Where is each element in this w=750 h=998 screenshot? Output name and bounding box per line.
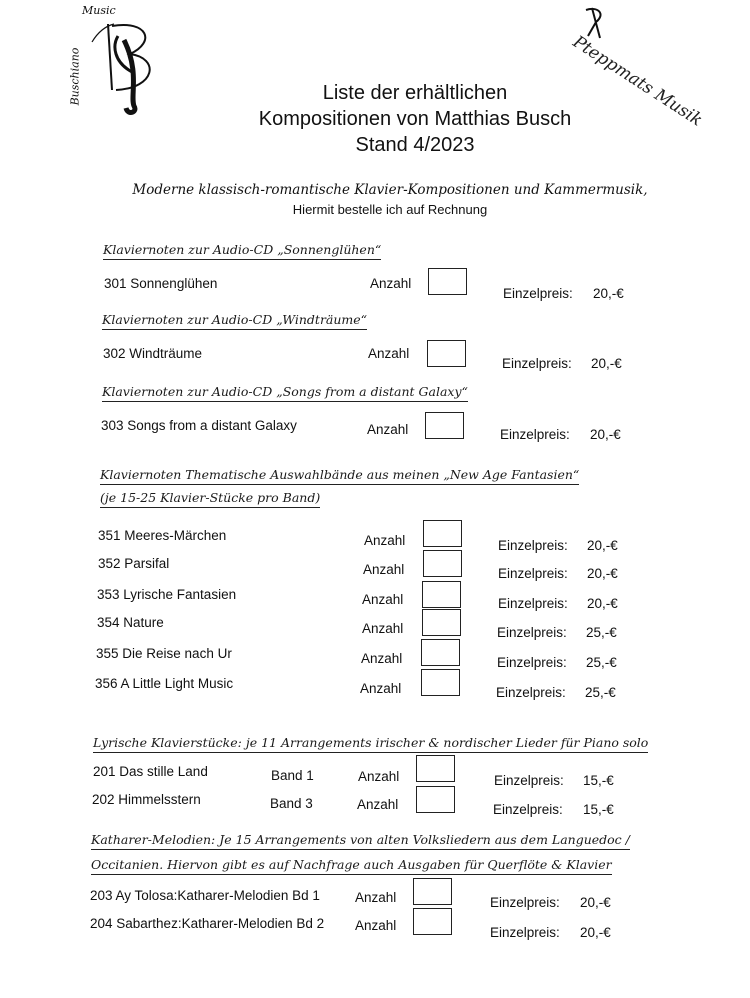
section-heading: Lyrische Klavierstücke: je 11 Arrangements irischer & nordischer Lieder für Piano solo (93, 735, 648, 753)
logo-text-pteppmats: Pteppmats Musik (569, 32, 706, 131)
quantity-label: Anzahl (358, 769, 400, 784)
quantity-input[interactable] (428, 268, 467, 295)
quantity-input[interactable] (422, 609, 461, 636)
section-heading: Klaviernoten Thematische Auswahlbände aus meinen „New Age Fantasien“ (100, 467, 579, 485)
quantity-label: Anzahl (364, 533, 406, 548)
band-label: Band 3 (270, 796, 313, 811)
unit-price-label: Einzelpreis: (490, 895, 560, 910)
item-name: 351 Meeres-Märchen (98, 528, 227, 543)
quantity-input[interactable] (422, 581, 461, 608)
unit-price-label: Einzelpreis: (502, 356, 572, 371)
logo-text-buschiano: Buschiano (68, 47, 82, 106)
item-name: 355 Die Reise nach Ur (96, 646, 232, 661)
quantity-label: Anzahl (355, 890, 397, 905)
page-title (150, 80, 680, 158)
unit-price-label: Einzelpreis: (498, 538, 568, 553)
quantity-input[interactable] (423, 550, 462, 577)
item-name: 356 A Little Light Music (95, 676, 234, 691)
quantity-label: Anzahl (368, 346, 410, 361)
subtitle-printed: Hiermit bestelle ich auf Rechnung (292, 202, 488, 217)
unit-price-label: Einzelpreis: (493, 802, 563, 817)
list-item (0, 528, 750, 552)
unit-price-value: 15,-€ (583, 773, 614, 788)
section-heading-sub: Occitanien. Hiervon gibt es auf Nachfrage auch Ausgaben für Querflöte & Klavier (91, 857, 612, 875)
unit-price-label: Einzelpreis: (503, 286, 573, 301)
unit-price-value: 20,-€ (580, 925, 611, 940)
unit-price-label: Einzelpreis: (494, 773, 564, 788)
title-line: Kompositionen von Matthias Busch (258, 108, 572, 130)
quantity-input[interactable] (423, 520, 462, 547)
band-label: Band 1 (271, 768, 314, 783)
quantity-label: Anzahl (360, 681, 402, 696)
quantity-input[interactable] (427, 340, 466, 367)
list-item (0, 418, 750, 442)
unit-price-label: Einzelpreis: (498, 566, 568, 581)
subtitle (80, 182, 700, 217)
section-heading: Klaviernoten zur Audio-CD „Windträume“ (102, 312, 367, 330)
quantity-label: Anzahl (362, 621, 404, 636)
logo-text-music: Music (82, 4, 116, 17)
item-name: 201 Das stille Land (93, 764, 208, 779)
unit-price-value: 20,-€ (587, 596, 618, 611)
quantity-label: Anzahl (355, 918, 397, 933)
unit-price-value: 20,-€ (587, 566, 618, 581)
item-name: 302 Windträume (103, 346, 203, 361)
list-item (0, 916, 750, 940)
unit-price-value: 20,-€ (591, 356, 622, 371)
unit-price-value: 20,-€ (590, 427, 621, 442)
section-heading: Katharer-Melodien: Je 15 Arrangements von alten Volksliedern aus dem Languedoc / (91, 832, 630, 850)
unit-price-value: 25,-€ (585, 685, 616, 700)
unit-price-label: Einzelpreis: (496, 685, 566, 700)
unit-price-value: 20,-€ (580, 895, 611, 910)
unit-price-value: 20,-€ (593, 286, 624, 301)
item-name: 204 Sabarthez:Katharer-Melodien Bd 2 (90, 916, 325, 931)
list-item (0, 615, 750, 639)
title-line: Liste der erhältlichen (322, 82, 508, 104)
quantity-label: Anzahl (367, 422, 409, 437)
quantity-label: Anzahl (362, 592, 404, 607)
unit-price-label: Einzelpreis: (500, 427, 570, 442)
section-heading: Klaviernoten zur Audio-CD „Sonnenglühen“ (103, 242, 381, 260)
item-name: 301 Sonnenglühen (104, 276, 218, 291)
list-item (0, 646, 750, 670)
subtitle-handwritten: Moderne klassisch-romantische Klavier-Kompositionen und Kammermusik, (132, 182, 648, 198)
item-name: 353 Lyrische Fantasien (97, 587, 237, 602)
list-item (0, 888, 750, 912)
section-heading: Klaviernoten zur Audio-CD „Songs from a distant Galaxy“ (102, 384, 468, 402)
quantity-label: Anzahl (370, 276, 412, 291)
unit-price-label: Einzelpreis: (497, 655, 567, 670)
item-name: 354 Nature (97, 615, 164, 630)
list-item (0, 792, 750, 816)
quantity-input[interactable] (416, 786, 455, 813)
quantity-input[interactable] (416, 755, 455, 782)
quantity-label: Anzahl (361, 651, 403, 666)
unit-price-label: Einzelpreis: (498, 596, 568, 611)
item-name: 202 Himmelsstern (92, 792, 201, 807)
unit-price-label: Einzelpreis: (490, 925, 560, 940)
quantity-input[interactable] (425, 412, 464, 439)
quantity-label: Anzahl (363, 562, 405, 577)
item-name: 352 Parsifal (98, 556, 170, 571)
quantity-label: Anzahl (357, 797, 399, 812)
quantity-input[interactable] (421, 639, 460, 666)
section-heading-sub: (je 15-25 Klavier-Stücke pro Band) (100, 490, 320, 508)
unit-price-value: 15,-€ (583, 802, 614, 817)
list-item (0, 587, 750, 611)
unit-price-value: 20,-€ (587, 538, 618, 553)
list-item (0, 556, 750, 580)
unit-price-value: 25,-€ (586, 655, 617, 670)
unit-price-label: Einzelpreis: (497, 625, 567, 640)
item-name: 303 Songs from a distant Galaxy (101, 418, 297, 433)
quantity-input[interactable] (413, 878, 452, 905)
title-line: Stand 4/2023 (355, 134, 475, 156)
quantity-input[interactable] (413, 908, 452, 935)
quantity-input[interactable] (421, 669, 460, 696)
list-item (0, 346, 750, 370)
list-item (0, 276, 750, 300)
list-item (0, 676, 750, 700)
list-item (0, 764, 750, 788)
item-name: 203 Ay Tolosa:Katharer-Melodien Bd 1 (90, 888, 320, 903)
unit-price-value: 25,-€ (586, 625, 617, 640)
